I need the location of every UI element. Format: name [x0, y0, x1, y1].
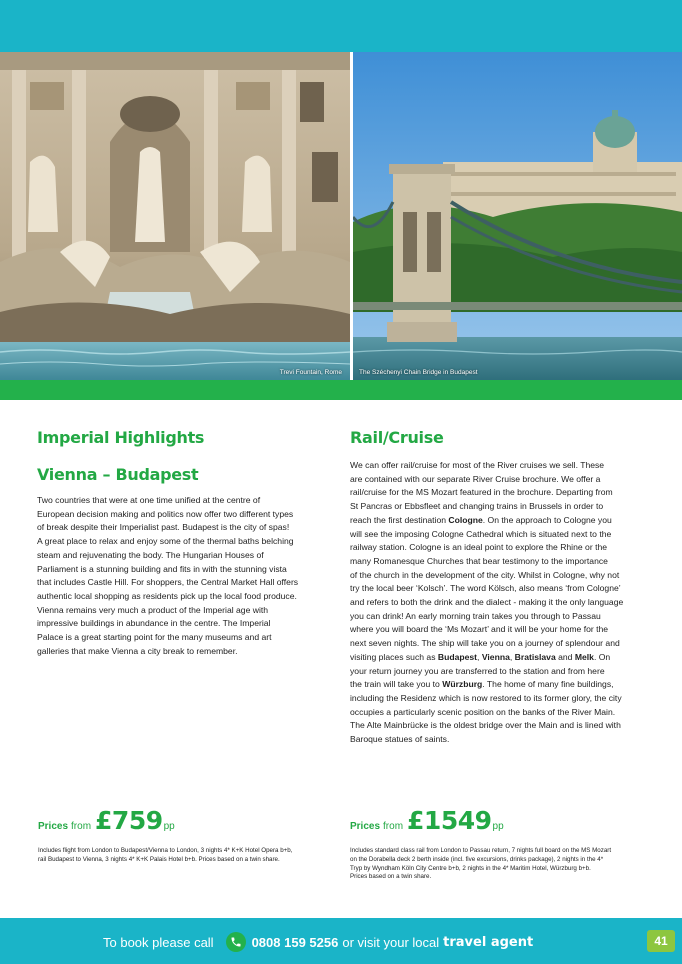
body-line: Two countries that were at one time unified at the centre of	[37, 495, 261, 505]
place-name: Budapest	[437, 651, 478, 662]
price-amount: £1549	[407, 806, 492, 835]
body-line: St Pancras or Ebbsfleet and changing trains in Brussels in order to	[350, 501, 604, 512]
route-title: Vienna – Budapest	[37, 465, 199, 484]
price-from: from	[383, 821, 404, 832]
price-line	[38, 806, 318, 835]
body-line: and refers to both the drink and the dialect - making it the only language	[350, 597, 624, 608]
body-line: steam and rejuvenating the body. The Hungarian Houses of	[37, 549, 264, 560]
note-line: on the Dorabella deck 2 berth inside (incl. five excursions, drinks package), 2 nights in the 4*	[350, 855, 604, 863]
section-title: Imperial Highlights	[37, 428, 205, 447]
body-line: many Romanesque Churches that bear testimony to the importance	[350, 555, 608, 566]
price-prefix: Prices	[350, 821, 381, 832]
place-name: Würzburg	[442, 679, 483, 690]
body-line: next seven nights. The ship will take you on a journey of splendour and	[350, 638, 620, 649]
body-line: Parliament is a stunning building and fits in with the stunning vista	[37, 563, 287, 574]
chain-bridge-photo	[353, 52, 682, 380]
body-line: your return journey you are transferred to the station and from here	[350, 665, 605, 676]
booking-line	[103, 932, 533, 952]
travel-agent-text: travel agent	[443, 934, 534, 950]
price-unit: pp	[163, 821, 175, 832]
price-block-right	[350, 806, 650, 882]
body-line: that includes Castle Hill. For shoppers, the Central Market Hall offers	[37, 577, 299, 588]
body-line: where you will board the ‘Ms Mozart’ and it will be your home for the	[350, 624, 609, 635]
note-line: Includes flight from London to Budapest/Vienna to London, 3 nights 4* K+K Hotel Opera b+b,	[38, 847, 293, 854]
price-unit: pp	[492, 821, 504, 832]
body-line: the train will take you to Würzburg. The home of many fine buildings,	[350, 679, 614, 690]
note-line: Tryp by Wyndham Köln City Centre b+b, 2 nights in the 4* Maritim Hotel, Würzburg b+b.	[350, 864, 591, 872]
trevi-fountain-photo	[0, 52, 350, 380]
page-number: 41	[647, 930, 675, 952]
left-body	[37, 494, 315, 658]
body-line: of the church in the development of the city. Whilst in Cologne, why not	[350, 569, 620, 580]
body-line: authentic local shopping as residents pick up the local food produce.	[37, 590, 297, 601]
price-from: from	[71, 821, 92, 832]
body-line: will see the imposing Cologne Cathedral which is situated next to the	[350, 528, 612, 539]
body-line: rail/cruise for the MS Mozart featured in the brochure. Departing from	[350, 487, 613, 498]
green-divider	[0, 380, 682, 400]
body-line: of break despite their Imperialist past. Budapest is the city of spas!	[37, 522, 290, 533]
price-block-left	[38, 806, 318, 865]
price-amount: £759	[95, 806, 163, 835]
body-line: Vienna remains very much a product of the Imperial age with	[37, 604, 269, 615]
body-line: impressive buildings in abundance in the centre. The Imperial	[37, 618, 271, 629]
booking-footer	[0, 918, 682, 964]
bridge-caption: The Széchenyi Chain Bridge in Budapest	[359, 369, 478, 376]
place-name: Bratislava	[514, 651, 556, 662]
rail-cruise-title: Rail/Cruise	[350, 428, 444, 447]
body-line: A great place to relax and enjoy some of the thermal baths belching	[37, 536, 294, 547]
note-line: Prices based on a twin share.	[350, 873, 432, 881]
body-line: railway station. Cologne is an ideal point to explore the Rhine or the	[350, 542, 608, 553]
price-line	[350, 806, 650, 835]
top-band	[0, 0, 682, 52]
phone-icon	[226, 932, 246, 952]
body-line: you can drink! An early morning train takes you through to Passau	[350, 610, 601, 621]
body-line: We can offer rail/cruise for most of the River cruises we sell. These	[350, 460, 605, 470]
place-name: Melk	[574, 651, 594, 662]
rail-cruise-section	[350, 428, 650, 747]
book-text: To book please call	[103, 934, 214, 950]
body-line: visiting places such as Budapest, Vienna, Bratislava and Melk. On	[350, 651, 611, 662]
body-line: galleries that make Vienna a city break to remember.	[37, 645, 238, 656]
place-name: Vienna	[481, 651, 510, 662]
body-line: Palace is a great starting point for the many museums and art	[37, 632, 272, 643]
note-line: Includes standard class rail from London to Passau return, 7 nights full board on the MS Mozart	[350, 847, 612, 854]
phone-number[interactable]: 0808 159 5256	[251, 934, 339, 950]
body-line: try the local beer ‘Kolsch’. The word Kölsch, also means ‘from Cologne’	[350, 583, 621, 594]
body-line: including the Residenz which is now restored to its former glory, the city	[350, 692, 622, 703]
body-line: Baroque statues of saints.	[350, 734, 450, 745]
price-prefix: Prices	[38, 821, 69, 832]
imperial-highlights-section	[37, 428, 315, 658]
price-note	[350, 847, 650, 882]
body-line: European decision making and politics now offer two different types	[37, 508, 294, 519]
photo-strip	[0, 52, 682, 380]
price-note	[38, 847, 318, 865]
body-line: The Alte Mainbrücke is the oldest bridge over the Main and is lined with	[350, 720, 621, 731]
visit-text: or visit your local	[342, 934, 440, 950]
body-line: are contained with our separate River Cruise brochure. We offer a	[350, 473, 601, 484]
body-line: reach the first destination Cologne. On the approach to Cologne you	[350, 514, 612, 525]
note-line: rail Budapest to Vienna, 3 nights 4* K+K Palais Hotel b+b. Prices based on a twin share.	[38, 855, 280, 863]
right-body	[350, 459, 650, 747]
place-name: Cologne	[448, 514, 483, 525]
trevi-caption: Trevi Fountain, Rome	[279, 369, 342, 376]
body-line: occupies a particularly scenic position on the banks of the River Main.	[350, 706, 616, 717]
